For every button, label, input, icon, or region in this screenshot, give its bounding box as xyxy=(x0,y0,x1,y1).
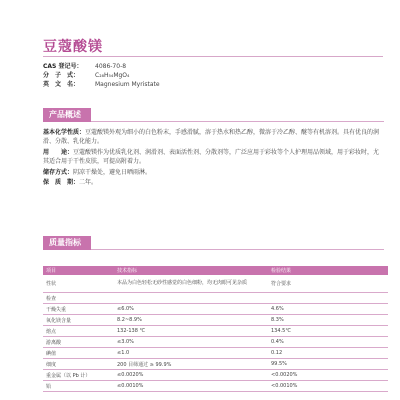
cell-requirement: 200 目筛通过 ≥ 99.9% xyxy=(114,359,268,370)
cell-result xyxy=(268,293,388,304)
para-text: 阴凉干燥处，避免日晒雨淋。 xyxy=(73,169,152,176)
para-label: 储存方式： xyxy=(43,169,74,176)
section-divider xyxy=(91,121,384,122)
column-header-requirement: 技术指标 xyxy=(114,266,268,275)
cell-item: 氧化镁含量 xyxy=(43,315,114,326)
overview-storage xyxy=(43,168,383,177)
cell-result: 134.5℃ xyxy=(268,326,388,337)
info-formula xyxy=(43,72,129,79)
table-row xyxy=(43,359,388,370)
cell-item: 铅 xyxy=(43,381,114,392)
cell-result: 符合要求 xyxy=(268,275,388,293)
table-row xyxy=(43,293,388,304)
quality-spec-table xyxy=(43,266,388,392)
table-row xyxy=(43,304,388,315)
column-header-result: 检验结果 xyxy=(268,266,388,275)
table-row xyxy=(43,315,388,326)
cell-item: 干燥失重 xyxy=(43,304,114,315)
table-row xyxy=(43,381,388,392)
cell-requirement: 本品为白色轻松无砂性感觉的白色细粉，均无肉眼可见杂质 xyxy=(114,275,268,293)
column-header-item: 项目 xyxy=(43,266,114,275)
table-row xyxy=(43,370,388,381)
table-row xyxy=(43,348,388,359)
cell-requirement: ≤0.0020% xyxy=(114,370,268,381)
table-header-row xyxy=(43,266,388,275)
cell-item: 细度 xyxy=(43,359,114,370)
cell-result: 99.5% xyxy=(268,359,388,370)
info-label: 分 子 式： xyxy=(43,72,80,79)
overview-shelf-life xyxy=(43,178,383,187)
cell-result: 8.3% xyxy=(268,315,388,326)
cell-requirement: ≤3.0% xyxy=(114,337,268,348)
cell-item: 性状 xyxy=(43,275,114,293)
para-label: 保 质 期： xyxy=(43,179,80,186)
para-text: 豆蔻酸镁作为优质乳化剂、润滑剂、表面活性剂、分散剂等，广泛应用于彩妆等个人护理用品领域，用于彩妆时，尤其适合用于干性皮肤，可提高附着力。 xyxy=(43,149,380,165)
info-label: 英 文 名： xyxy=(43,81,80,88)
cell-requirement: ≤0.0010% xyxy=(114,381,268,392)
section-heading-quality: 质量指标 xyxy=(43,236,91,250)
cell-result: 0.12 xyxy=(268,348,388,359)
section-heading-overview: 产品概述 xyxy=(43,108,91,122)
title-divider xyxy=(43,56,383,57)
info-label: CAS 登记号： xyxy=(43,63,83,70)
cell-requirement: 132-138 ℃ xyxy=(114,326,268,337)
para-text: 二年。 xyxy=(79,179,98,186)
info-value: C₂₈H₅₄MgO₄ xyxy=(95,72,130,79)
info-value: 4086-70-8 xyxy=(95,63,127,70)
cell-result: 4.6% xyxy=(268,304,388,315)
table-row xyxy=(43,326,388,337)
cell-item: 游离酸 xyxy=(43,337,114,348)
cell-requirement: 8.2~8.9% xyxy=(114,315,268,326)
cell-result: 0.4% xyxy=(268,337,388,348)
para-label: 基本化学性质： xyxy=(43,129,86,136)
cell-item: 熔点 xyxy=(43,326,114,337)
cell-result: <0.0010% xyxy=(268,381,388,392)
table-row xyxy=(43,337,388,348)
cell-requirement: ≤1.0 xyxy=(114,348,268,359)
info-cas xyxy=(43,63,126,70)
overview-usage xyxy=(43,148,383,166)
cell-result: <0.0020% xyxy=(268,370,388,381)
section-divider xyxy=(91,249,384,250)
overview-property xyxy=(43,128,383,146)
cell-item: 检查 xyxy=(43,293,114,304)
product-title: 豆蔻酸镁 xyxy=(43,39,103,55)
cell-item: 碘值 xyxy=(43,348,114,359)
info-value: Magnesium Myristate xyxy=(95,81,160,88)
para-label: 用 途： xyxy=(43,149,74,156)
para-text: 豆蔻酸镁外观为细小的白色粉末，手感滑腻，溶于热水和热乙醇，微溶于冷乙醇、醚等有机溶剂。具有优良的润滑、分散、乳化能力。 xyxy=(43,129,380,145)
cell-requirement xyxy=(114,293,268,304)
cell-item: 重金属（以 Pb 计） xyxy=(43,370,114,381)
table-row xyxy=(43,275,388,293)
info-english-name xyxy=(43,81,160,88)
cell-requirement: ≤6.0% xyxy=(114,304,268,315)
